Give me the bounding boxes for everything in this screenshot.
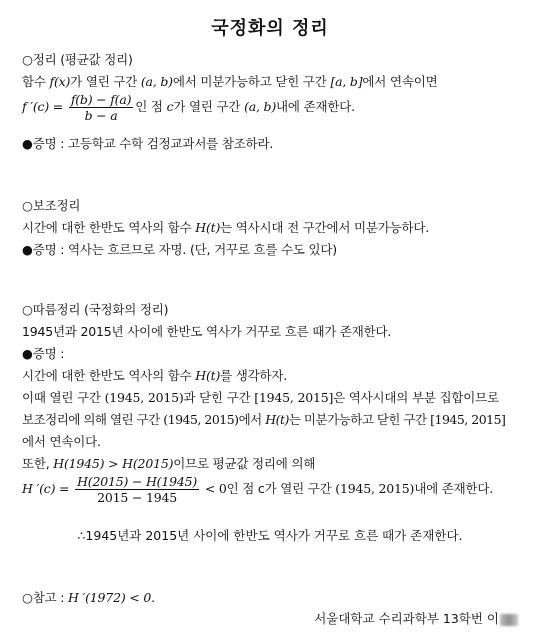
note-label: ○참고 : xyxy=(22,590,69,605)
signature xyxy=(314,611,518,627)
text-segment: 시간에 대한 한반도 역사의 함수 xyxy=(22,368,196,383)
math-fx: f(x) xyxy=(49,74,71,89)
theorem-heading: ○정리 (평균값 정리) xyxy=(22,52,133,67)
math-less-than-zero: < 0 xyxy=(201,481,227,496)
math-fraction xyxy=(75,474,199,505)
text-segment: 내에 존재한다. xyxy=(276,99,355,114)
corollary-proof-line4: 에서 연속이다. xyxy=(22,434,101,449)
signature-text: 서울대학교 수리과학부 13학번 이 xyxy=(314,611,499,626)
math-Ht: H(t) xyxy=(265,412,289,427)
fraction-denominator: 2015 − 1945 xyxy=(97,490,177,505)
theorem-proof: ●증명 : 고등학교 수학 검정교과서를 참조하라. xyxy=(22,136,274,151)
text-segment: 함수 xyxy=(22,74,50,89)
math-Ht: H(t) xyxy=(195,220,221,235)
corollary-proof-line3 xyxy=(22,412,505,428)
fraction-numerator: f(b) − f(a) xyxy=(70,92,132,107)
math-closed-interval: [1945, 2015] xyxy=(254,390,334,405)
lemma-statement xyxy=(22,220,429,236)
corollary-proof-label: ●증명 : xyxy=(22,346,65,361)
math-open-interval: (1945, 2015) xyxy=(104,390,184,405)
text-segment: 는 미분가능하고 닫힌 구간 xyxy=(288,412,431,427)
theorem-statement-line1 xyxy=(22,74,437,90)
note-line xyxy=(22,590,155,606)
document-title: 국정화의 정리 xyxy=(211,18,329,39)
lemma-proof: ●증명 : 역사는 흐르므로 자명. (단, 거꾸로 흐를 수도 있다) xyxy=(22,242,337,257)
math-fraction xyxy=(69,92,133,123)
math-derivative: H ′(c) = xyxy=(22,481,74,496)
math-derivative: f ′(c) = xyxy=(22,99,67,114)
redacted-name-mark xyxy=(500,614,518,626)
corollary-conclusion: ∴1945년과 2015년 사이에 한반도 역사가 거꾸로 흐른 때가 존재한다. xyxy=(77,528,463,543)
text-segment: 내에 존재한다. xyxy=(414,481,494,496)
math-closed-interval: [a, b] xyxy=(330,74,363,89)
math-open-interval: (a, b) xyxy=(244,99,277,114)
math-open-interval: (1945, 2015) xyxy=(163,412,239,427)
math-c: c xyxy=(166,99,174,114)
text-segment: 보조정리에 의해 열린 구간 xyxy=(22,412,164,427)
text-segment: 에서 연속이면 xyxy=(362,74,438,89)
corollary-heading: ○따름정리 (국정화의 정리) xyxy=(22,302,169,317)
text-segment: 과 닫힌 구간 xyxy=(183,390,255,405)
text-segment: 이므로 평균값 정리에 의해 xyxy=(173,456,316,471)
math-Ht: H(t) xyxy=(195,368,221,383)
text-segment: 이때 열린 구간 xyxy=(22,390,105,405)
text-segment: 에서 미분가능하고 닫힌 구간 xyxy=(172,74,331,89)
corollary-formula xyxy=(22,474,493,505)
fraction-denominator: b − a xyxy=(84,108,118,123)
math-inequality: H(1945) > H(2015) xyxy=(53,456,174,471)
text-segment: 인 점 xyxy=(135,99,167,114)
text-segment: 인 점 c가 열린 구간 xyxy=(226,481,336,496)
math-open-interval: (1945, 2015) xyxy=(335,481,415,496)
text-segment: 가 열린 구간 xyxy=(173,99,245,114)
lemma-heading: ○보조정리 xyxy=(22,198,81,213)
corollary-proof-line1 xyxy=(22,368,287,384)
text-segment: 를 생각하자. xyxy=(220,368,288,383)
text-segment: 는 역사시대 전 구간에서 미분가능하다. xyxy=(220,220,430,235)
math-closed-interval: [1945, 2015] xyxy=(430,412,506,427)
corollary-statement: 1945년과 2015년 사이에 한반도 역사가 거꾸로 흐른 때가 존재한다. xyxy=(22,324,392,339)
corollary-proof-line2 xyxy=(22,390,499,406)
text-segment: 가 열린 구간 xyxy=(70,74,141,89)
corollary-proof-line5 xyxy=(22,456,315,472)
math-open-interval: (a, b) xyxy=(140,74,173,89)
text-segment: 또한, xyxy=(22,456,54,471)
theorem-formula xyxy=(22,92,355,123)
text-segment: 에서 xyxy=(238,412,266,427)
text-segment: 은 역사시대의 부분 집합이므로 xyxy=(333,390,499,405)
text-segment: 시간에 대한 한반도 역사의 함수 xyxy=(22,220,196,235)
fraction-numerator: H(2015) − H(1945) xyxy=(77,474,198,489)
note-expression: H ′(1972) < 0. xyxy=(68,590,155,605)
